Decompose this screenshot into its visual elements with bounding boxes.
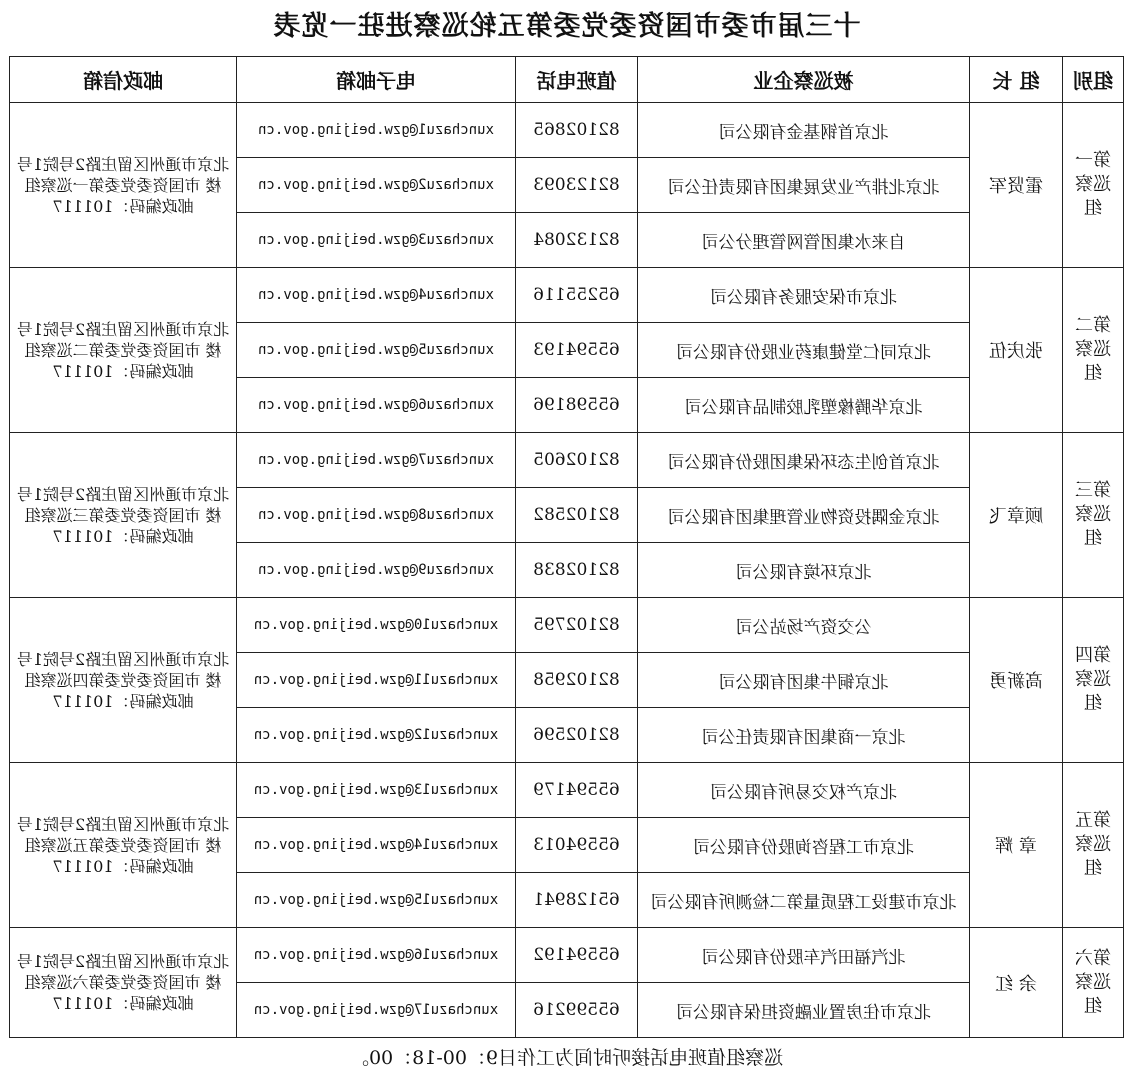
phone-cell: 65594013: [516, 818, 638, 873]
mail-address-cell: 北京市通州区留庄路2号院1号楼 市国资委党委第六巡察组 邮政编码：101117: [10, 928, 237, 1038]
enterprise-cell: 北京市保安服务有限公司: [638, 268, 970, 323]
group-name: 第五巡察组: [1063, 763, 1124, 928]
email-cell: xunchazu17@gzw.beijing.gov.cn: [237, 983, 516, 1038]
enterprise-cell: 北京市工程咨询股份有限公司: [638, 818, 970, 873]
enterprise-cell: 北京市住房置业融资担保有限公司: [638, 983, 970, 1038]
group-leader: 余 红: [970, 928, 1063, 1038]
table-row: [10, 928, 1124, 983]
email-cell: xunchazu1@gzw.beijing.gov.cn: [237, 103, 516, 158]
phone-cell: 65594179: [516, 763, 638, 818]
table-row: [10, 103, 1124, 158]
enterprise-cell: 北京市建设工程质量第二检测所有限公司: [638, 873, 970, 928]
group-leader: 霍贤军: [970, 103, 1063, 268]
group-name: 第四巡察组: [1063, 598, 1124, 763]
table-row: [10, 433, 1124, 488]
group-leader: 张庆伍: [970, 268, 1063, 433]
enterprise-cell: 北京华腾橡塑乳胶制品有限公司: [638, 378, 970, 433]
email-cell: xunchazu14@gzw.beijing.gov.cn: [237, 818, 516, 873]
phone-cell: 82102582: [516, 488, 638, 543]
enterprise-cell: 北京首钢基金有限公司: [638, 103, 970, 158]
header-phone: 值班电话: [516, 57, 638, 103]
enterprise-cell: 北京环境有限公司: [638, 543, 970, 598]
phone-cell: 65255116: [516, 268, 638, 323]
email-cell: xunchazu12@gzw.beijing.gov.cn: [237, 708, 516, 763]
header-mail: 邮政信箱: [10, 57, 237, 103]
phone-cell: 65599216: [516, 983, 638, 1038]
enterprise-cell: 北京首创生态环保集团股份有限公司: [638, 433, 970, 488]
table-row: [10, 268, 1124, 323]
document-title: 十三届市委市国资委党委第五轮巡察进驻一览表: [272, 11, 861, 42]
mail-address-cell: 北京市通州区留庄路2号院1号楼 市国资委党委第一巡察组 邮政编码：101117: [10, 103, 237, 268]
group-name: 第三巡察组: [1063, 433, 1124, 598]
phone-cell: 65594192: [516, 928, 638, 983]
phone-cell: 82132084: [516, 213, 638, 268]
email-cell: xunchazu3@gzw.beijing.gov.cn: [237, 213, 516, 268]
enterprise-cell: 公交资产场站公司: [638, 598, 970, 653]
email-cell: xunchazu15@gzw.beijing.gov.cn: [237, 873, 516, 928]
header-leader: 组 长: [970, 57, 1063, 103]
mail-address-cell: 北京市通州区留庄路2号院1号楼 市国资委党委第四巡察组 邮政编码：101117: [10, 598, 237, 763]
group-leader: 高新勇: [970, 598, 1063, 763]
email-cell: xunchazu2@gzw.beijing.gov.cn: [237, 158, 516, 213]
email-cell: xunchazu16@gzw.beijing.gov.cn: [237, 928, 516, 983]
phone-cell: 82102865: [516, 103, 638, 158]
mail-address-cell: 北京市通州区留庄路2号院1号楼 市国资委党委第五巡察组 邮政编码：101117: [10, 763, 237, 928]
enterprise-cell: 北京同仁堂健康药业股份有限公司: [638, 323, 970, 378]
email-cell: xunchazu8@gzw.beijing.gov.cn: [237, 488, 516, 543]
email-cell: xunchazu6@gzw.beijing.gov.cn: [237, 378, 516, 433]
mail-address-cell: 北京市通州区留庄路2号院1号楼 市国资委党委第二巡察组 邮政编码：101117: [10, 268, 237, 433]
group-name: 第一巡察组: [1063, 103, 1124, 268]
phone-cell: 82102958: [516, 653, 638, 708]
table-row: [10, 763, 1124, 818]
phone-cell: 82102596: [516, 708, 638, 763]
email-cell: xunchazu9@gzw.beijing.gov.cn: [237, 543, 516, 598]
enterprise-cell: 北京一商集团有限责任公司: [638, 708, 970, 763]
enterprise-cell: 北京铜牛集团有限公司: [638, 653, 970, 708]
group-name: 第二巡察组: [1063, 268, 1124, 433]
enterprise-cell: 北汽福田汽车股份有限公司: [638, 928, 970, 983]
phone-cell: 82102795: [516, 598, 638, 653]
phone-cell: 65128941: [516, 873, 638, 928]
header-row: [10, 57, 1124, 103]
group-leader: 顾章飞: [970, 433, 1063, 598]
enterprise-cell: 自来水集团管网管理分公司: [638, 213, 970, 268]
header-enterprise: 被巡察企业: [638, 57, 970, 103]
email-cell: xunchazu7@gzw.beijing.gov.cn: [237, 433, 516, 488]
group-leader: 章 辉: [970, 763, 1063, 928]
inspection-table: [9, 56, 1124, 1038]
phone-cell: 65594193: [516, 323, 638, 378]
phone-cell: 82102838: [516, 543, 638, 598]
email-cell: xunchazu5@gzw.beijing.gov.cn: [237, 323, 516, 378]
table-row: [10, 598, 1124, 653]
phone-cell: 82123093: [516, 158, 638, 213]
enterprise-cell: 北京产权交易所有限公司: [638, 763, 970, 818]
enterprise-cell: 北京北排产业发展集团有限责任公司: [638, 158, 970, 213]
mail-address-cell: 北京市通州区留庄路2号院1号楼 市国资委党委第三巡察组 邮政编码：101117: [10, 433, 237, 598]
header-email: 电子邮箱: [237, 57, 516, 103]
group-name: 第六巡察组: [1063, 928, 1124, 1038]
enterprise-cell: 北京金隅投资物业管理集团有限公司: [638, 488, 970, 543]
email-cell: xunchazu13@gzw.beijing.gov.cn: [237, 763, 516, 818]
email-cell: xunchazu4@gzw.beijing.gov.cn: [237, 268, 516, 323]
phone-cell: 65598196: [516, 378, 638, 433]
footer-note: 巡察组值班电话接听时间为工作日9：00-18：00。: [349, 1047, 784, 1069]
email-cell: xunchazu11@gzw.beijing.gov.cn: [237, 653, 516, 708]
header-group: 组别: [1063, 57, 1124, 103]
email-cell: xunchazu10@gzw.beijing.gov.cn: [237, 598, 516, 653]
phone-cell: 82102605: [516, 433, 638, 488]
